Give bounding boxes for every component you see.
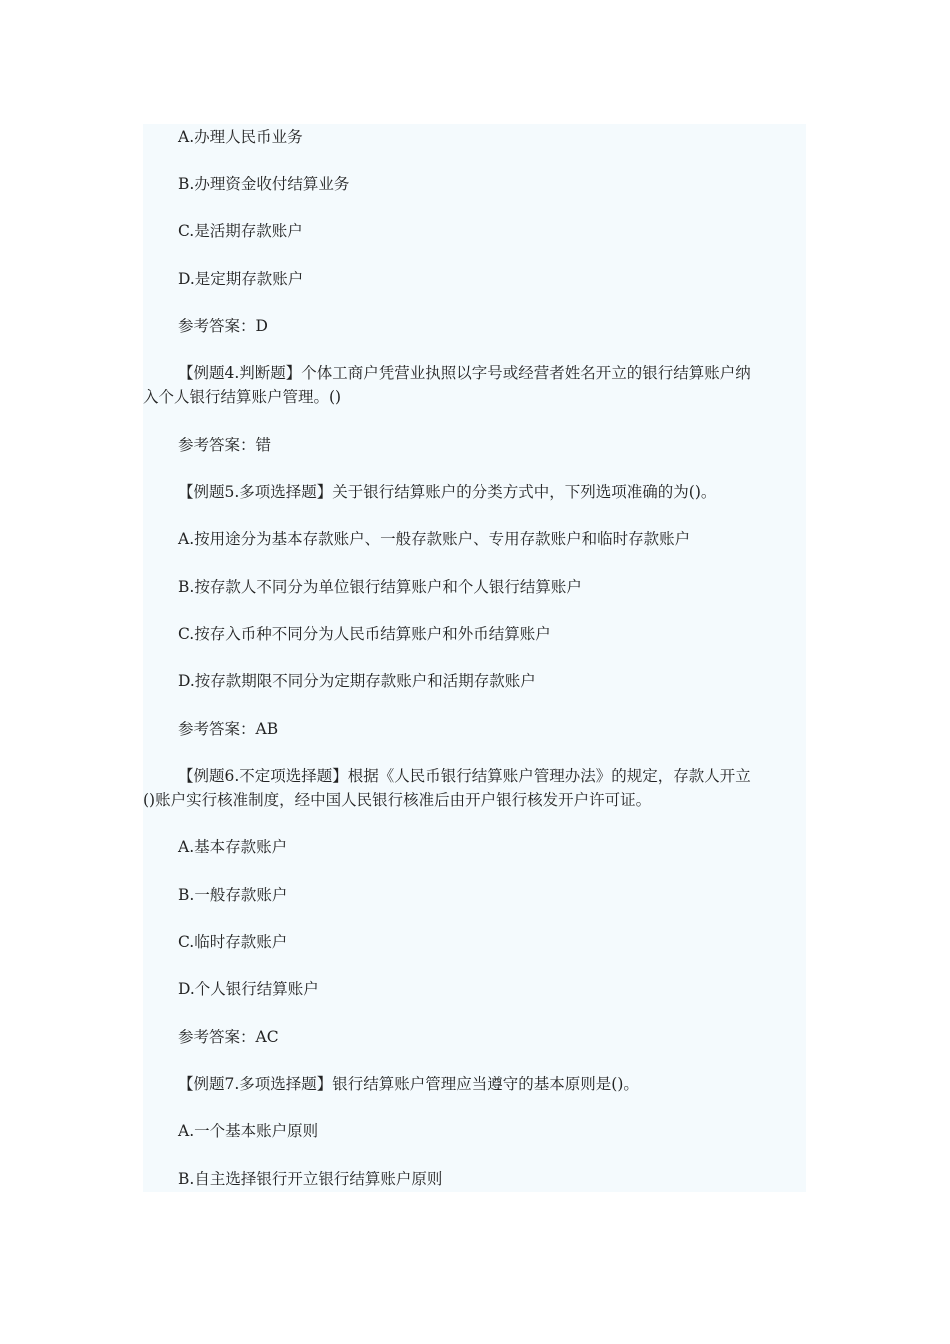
content-area (143, 124, 806, 1192)
option-line: A.办理人民币业务 (178, 128, 303, 146)
question-line: 【例题6.不定项选择题】根据《人民币银行结算账户管理办法》的规定，存款人开立 (178, 767, 751, 785)
option-line: C.是活期存款账户 (178, 222, 303, 240)
option-line: A.基本存款账户 (178, 838, 288, 856)
answer-line: 参考答案：D (178, 317, 268, 335)
option-line: B.办理资金收付结算业务 (178, 175, 350, 193)
answer-line: 参考答案：AC (178, 1028, 279, 1046)
option-line: A.一个基本账户原则 (178, 1122, 319, 1140)
answer-line: 参考答案：AB (178, 720, 279, 738)
question-line: 【例题4.判断题】个体工商户凭营业执照以字号或经营者姓名开立的银行结算账户纳 (178, 364, 751, 382)
question-line: 【例题7.多项选择题】银行结算账户管理应当遵守的基本原则是()。 (178, 1075, 639, 1093)
option-line: D.按存款期限不同分为定期存款账户和活期存款账户 (178, 672, 536, 690)
question-line: 【例题5.多项选择题】关于银行结算账户的分类方式中，下列选项准确的为()。 (178, 483, 717, 501)
option-line: D.个人银行结算账户 (178, 980, 319, 998)
question-line-cont: 入个人银行结算账户管理。() (143, 388, 342, 406)
option-line: B.自主选择银行开立银行结算账户原则 (178, 1170, 443, 1188)
option-line: A.按用途分为基本存款账户、一般存款账户、专用存款账户和临时存款账户 (178, 530, 691, 548)
option-line: D.是定期存款账户 (178, 270, 304, 288)
option-line: B.按存款人不同分为单位银行结算账户和个人银行结算账户 (178, 578, 582, 596)
answer-line: 参考答案：错 (178, 436, 272, 454)
option-line: C.按存入币种不同分为人民币结算账户和外币结算账户 (178, 625, 551, 643)
option-line: B.一般存款账户 (178, 886, 288, 904)
option-line: C.临时存款账户 (178, 933, 288, 951)
question-line-cont: ()账户实行核准制度，经中国人民银行核准后由开户银行核发开户许可证。 (143, 791, 652, 809)
